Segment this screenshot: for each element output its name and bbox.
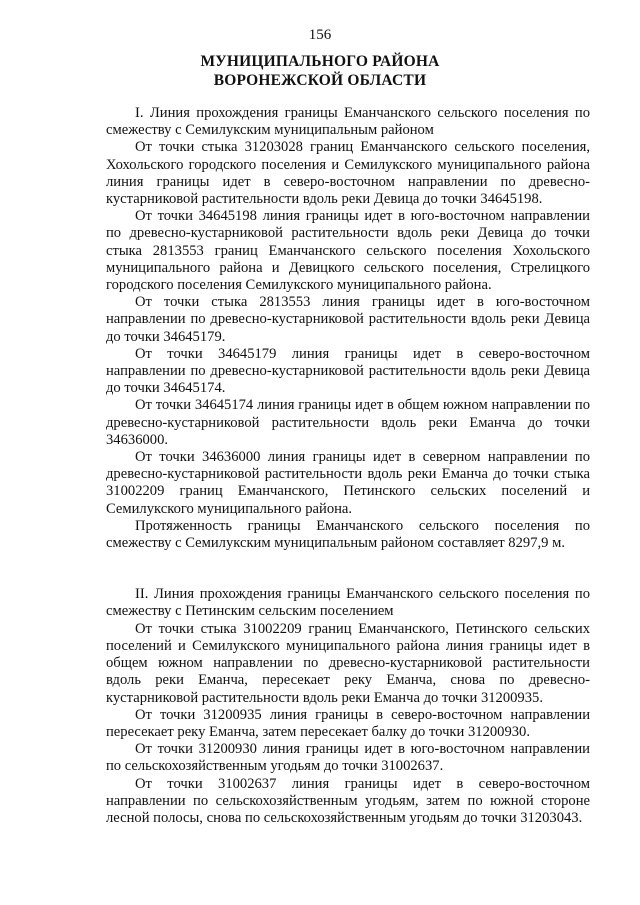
section-2-title: II. Линия прохождения границы Еманчанского сельского поселения по смежеству с Петинским сельским поселением	[106, 586, 590, 620]
page-number: 156	[308, 27, 332, 43]
paragraph: От точки 31200935 линия границы в северо-восточном направлении пересекает реку Еманча, затем пересекает балку до точки 31200930.	[106, 706, 590, 740]
section-spacer	[106, 552, 590, 586]
section-1-title: I. Линия прохождения границы Еманчанского сельского поселения по смежеству с Семилукским муниципальным районом	[106, 105, 590, 139]
paragraph: От точки 34645174 линия границы идет в общем южном направлении по древесно-кустарниковой растительности вдоль реки Еманча до точки 34636000.	[106, 397, 590, 448]
paragraph: От точки 31200930 линия границы идет в юго-восточном направлении по сельскохозяйственным угодьям до точки 31002637.	[106, 741, 590, 775]
document-heading	[0, 52, 640, 90]
section-1	[106, 105, 590, 552]
section-2	[106, 586, 590, 827]
paragraph: От точки 34636000 линия границы идет в северном направлении по древесно-кустарниковой растительности вдоль реки Еманча до точки стыка 31002209 границ Еманчанского, Петинского сельских поселений и Семилукского муниципального района.	[106, 449, 590, 517]
paragraph: Протяженность границы Еманчанского сельского поселения по смежеству с Семилукским муниципальным районом составляет 8297,9 м.	[106, 517, 590, 552]
paragraph: От точки стыка 31203028 границ Еманчанского сельского поселения, Хохольского городского поселения и Семилукского муниципального района линия границы идет в северо-восточном направлении по древесно-кустарниковой растительности вдоль реки Девица до точки 34645198.	[106, 139, 590, 208]
heading-line-1: МУНИЦИПАЛЬНОГО РАЙОНА	[200, 53, 440, 70]
paragraph: От точки стыка 31002209 границ Еманчанского, Петинского сельских поселений и Семилукского муниципального района линия границы идет в общем южном направлении по древесно-кустарниковой растительности вдоль реки Еманча, пересекает реку Еманча, снова по древесно-кустарниковой растительности вдоль реки Еманча до точки 31200935.	[106, 620, 590, 706]
paragraph: От точки стыка 2813553 линия границы идет в юго-восточном направлении по древесно-кустарниковой растительности вдоль реки Девица до точки 34645179.	[106, 294, 590, 345]
document-body	[106, 105, 590, 827]
paragraph: От точки 31002637 линия границы идет в северо-восточном направлении по сельскохозяйственным угодьям, затем по южной стороне лесной полосы, снова по сельскохозяйственным угодьям до точки 31203043.	[106, 775, 590, 826]
paragraph: От точки 34645179 линия границы идет в северо-восточном направлении по древесно-кустарниковой растительности вдоль реки Девица до точки 34645174.	[106, 345, 590, 397]
heading-line-2: ВОРОНЕЖСКОЙ ОБЛАСТИ	[213, 72, 427, 89]
paragraph: От точки 34645198 линия границы идет в юго-восточном направлении по древесно-кустарниковой растительности вдоль реки Девица до точки стыка 2813553 границ Еманчанского сельского поселения Хохольского муниципального района и Девицкого сельского поселения, Стрелицкого городского поселения Семилукского муниципального района.	[106, 208, 590, 294]
